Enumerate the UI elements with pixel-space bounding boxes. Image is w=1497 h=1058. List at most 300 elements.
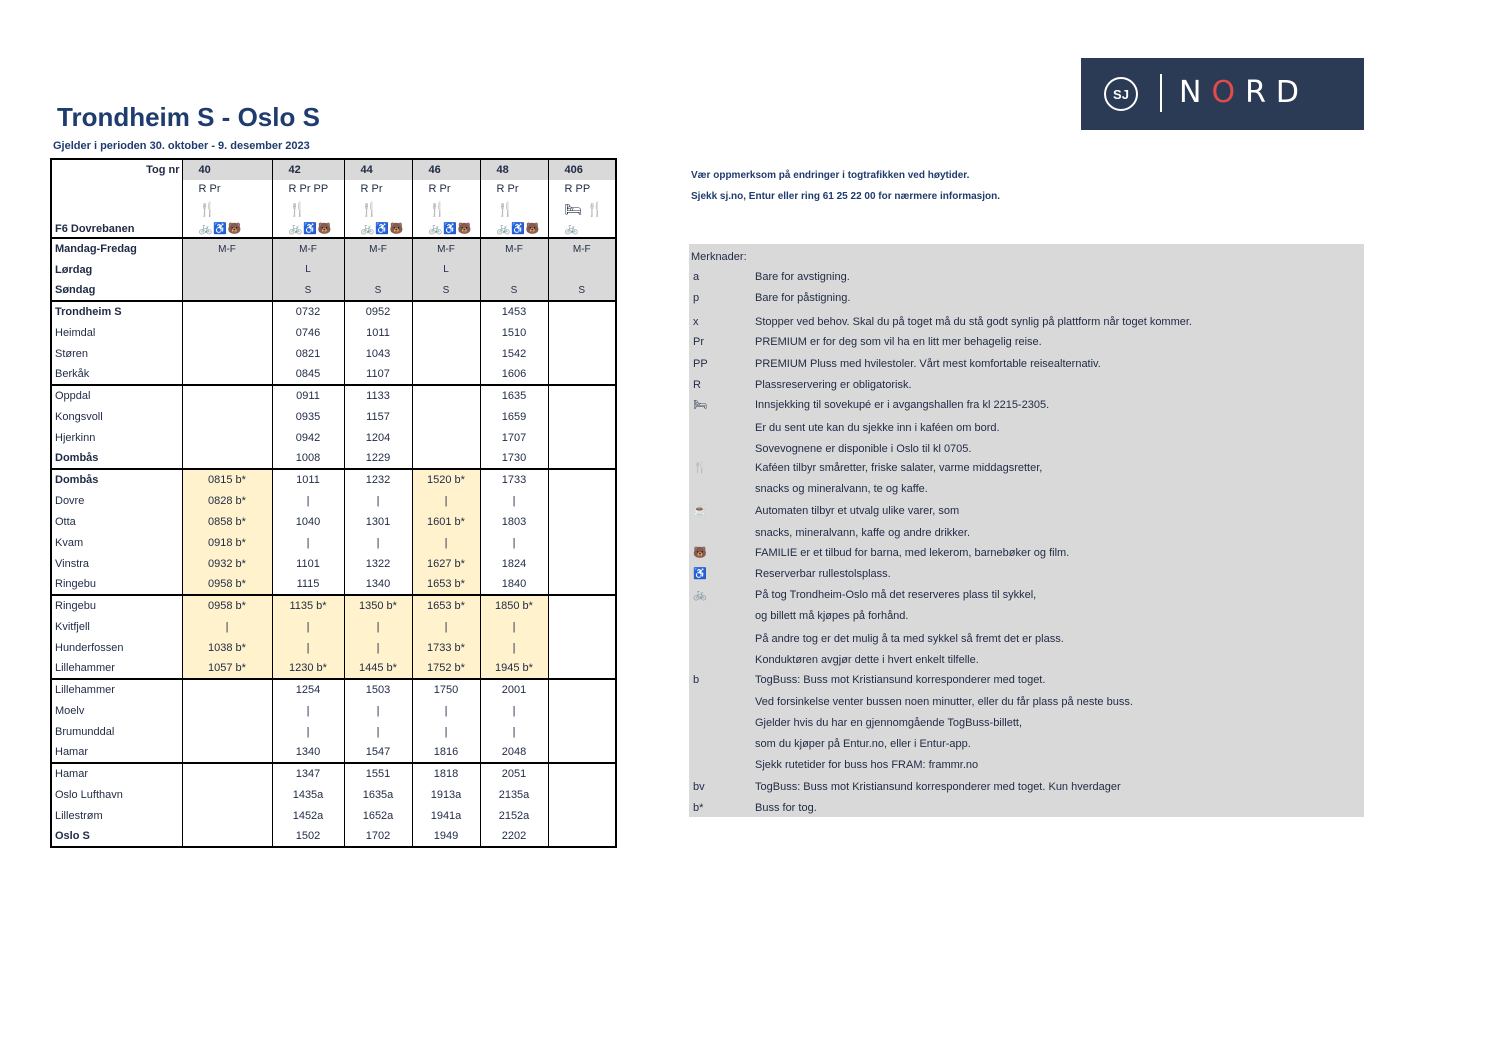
note-text: Sovevognene er disponible i Oslo til kl 0705. bbox=[755, 443, 972, 455]
departure-time: 1230 b* bbox=[272, 658, 344, 679]
note-symbol: bv bbox=[693, 781, 705, 793]
departure-time: 1547 bbox=[344, 742, 412, 763]
departure-time: | bbox=[412, 721, 480, 742]
departure-time: | bbox=[480, 532, 548, 553]
table-row bbox=[51, 448, 616, 469]
note-text: Buss for tog. bbox=[755, 802, 817, 814]
train-icons: 🚲♿🐻 bbox=[272, 220, 344, 238]
departure-time bbox=[548, 805, 616, 826]
day-label: Lørdag bbox=[51, 259, 182, 280]
departure-time: 2048 bbox=[480, 742, 548, 763]
day-value bbox=[182, 280, 272, 301]
table-row bbox=[51, 490, 616, 511]
departure-time: 1542 bbox=[480, 343, 548, 364]
departure-time bbox=[548, 595, 616, 616]
day-value bbox=[480, 259, 548, 280]
departure-time: 1043 bbox=[344, 343, 412, 364]
departure-time: 1040 bbox=[272, 511, 344, 532]
departure-time: 1652a bbox=[344, 805, 412, 826]
departure-time: 0932 b* bbox=[182, 553, 272, 574]
departure-time: | bbox=[272, 490, 344, 511]
departure-time: 1653 b* bbox=[412, 595, 480, 616]
departure-time: 1627 b* bbox=[412, 553, 480, 574]
note-symbol: b bbox=[693, 674, 700, 686]
station-name: Ringebu bbox=[51, 574, 182, 595]
station-name: Vinstra bbox=[51, 553, 182, 574]
table-row bbox=[51, 763, 616, 784]
station-name: Otta bbox=[51, 511, 182, 532]
departure-time: 2152a bbox=[480, 805, 548, 826]
note-row bbox=[689, 247, 1364, 267]
note-symbol: ☕ bbox=[693, 505, 707, 517]
svg-text:SJ: SJ bbox=[1113, 87, 1129, 102]
day-value: M-F bbox=[182, 238, 272, 259]
train-food: 🍴 bbox=[344, 198, 412, 220]
departure-time bbox=[548, 301, 616, 322]
departure-time: 1606 bbox=[480, 364, 548, 385]
note-text: Ved forsinkelse venter bussen noen minutter, eller du får plass på neste buss. bbox=[755, 696, 1133, 708]
departure-time bbox=[548, 511, 616, 532]
note-symbol: Pr bbox=[693, 336, 704, 348]
station-name: Oslo S bbox=[51, 826, 182, 847]
departure-time: | bbox=[272, 721, 344, 742]
departure-time bbox=[548, 763, 616, 784]
departure-time bbox=[548, 385, 616, 406]
departure-time: | bbox=[272, 532, 344, 553]
day-value: M-F bbox=[412, 238, 480, 259]
departure-time: 0828 b* bbox=[182, 490, 272, 511]
departure-time: | bbox=[344, 616, 412, 637]
departure-time bbox=[548, 532, 616, 553]
station-name: Ringebu bbox=[51, 595, 182, 616]
table-row bbox=[51, 343, 616, 364]
departure-time: 1445 b* bbox=[344, 658, 412, 679]
departure-time: 1913a bbox=[412, 784, 480, 805]
departure-time bbox=[182, 721, 272, 742]
table-row bbox=[51, 637, 616, 658]
departure-time: | bbox=[480, 721, 548, 742]
note-row bbox=[689, 501, 1364, 521]
note-symbol: a bbox=[693, 271, 700, 283]
table-row bbox=[51, 364, 616, 385]
day-value bbox=[344, 259, 412, 280]
table-row bbox=[51, 469, 616, 490]
sj-logo-icon bbox=[1103, 76, 1139, 112]
note-row bbox=[689, 734, 1364, 754]
header-blank bbox=[51, 180, 182, 198]
table-row bbox=[51, 511, 616, 532]
departure-time bbox=[548, 553, 616, 574]
note-text: Sjekk rutetider for buss hos FRAM: frammr.no bbox=[755, 759, 979, 771]
departure-time bbox=[548, 322, 616, 343]
departure-time: | bbox=[412, 616, 480, 637]
departure-time: | bbox=[412, 532, 480, 553]
train-food: 🍴 bbox=[480, 198, 548, 220]
departure-time: 1551 bbox=[344, 763, 412, 784]
departure-time: 0821 bbox=[272, 343, 344, 364]
departure-time: 1840 bbox=[480, 574, 548, 595]
departure-time: 0942 bbox=[272, 427, 344, 448]
departure-time: 2051 bbox=[480, 763, 548, 784]
departure-time bbox=[548, 784, 616, 805]
departure-time: 1157 bbox=[344, 406, 412, 427]
station-name: Hunderfossen bbox=[51, 637, 182, 658]
departure-time bbox=[182, 448, 272, 469]
notice-line: Sjekk sj.no, Entur eller ring 61 25 22 00 for nærmere informasjon. bbox=[691, 191, 1000, 202]
note-row bbox=[689, 670, 1364, 690]
note-symbol: x bbox=[693, 316, 699, 328]
note-text: Gjelder hvis du har en gjennomgående TogBuss-billett, bbox=[755, 717, 1023, 729]
departure-time bbox=[182, 805, 272, 826]
table-row bbox=[51, 406, 616, 427]
departure-time: 1635 bbox=[480, 385, 548, 406]
departure-time: 0958 b* bbox=[182, 595, 272, 616]
note-row bbox=[689, 755, 1364, 775]
departure-time: 1340 bbox=[344, 574, 412, 595]
page-title: Trondheim S - Oslo S bbox=[57, 102, 320, 132]
note-symbol: b* bbox=[693, 802, 704, 814]
departure-time: 0911 bbox=[272, 385, 344, 406]
note-text: PREMIUM er for deg som vil ha en litt mer behagelig reise. bbox=[755, 336, 1042, 348]
departure-time bbox=[182, 826, 272, 847]
station-name: Heimdal bbox=[51, 322, 182, 343]
departure-time: 1816 bbox=[412, 742, 480, 763]
table-row bbox=[51, 700, 616, 721]
departure-time bbox=[548, 826, 616, 847]
departure-time bbox=[412, 427, 480, 448]
station-name: Oppdal bbox=[51, 385, 182, 406]
departure-time: 2135a bbox=[480, 784, 548, 805]
departure-time: 1038 b* bbox=[182, 637, 272, 658]
table-row bbox=[51, 721, 616, 742]
departure-time: 1011 bbox=[272, 469, 344, 490]
departure-time bbox=[548, 469, 616, 490]
note-row bbox=[689, 458, 1364, 478]
train-type: R Pr bbox=[182, 180, 272, 198]
departure-time: | bbox=[412, 700, 480, 721]
departure-time: 0935 bbox=[272, 406, 344, 427]
note-symbol: p bbox=[693, 292, 700, 304]
departure-time: | bbox=[344, 721, 412, 742]
note-text: Bare for påstigning. bbox=[755, 292, 851, 304]
departure-time: 1702 bbox=[344, 826, 412, 847]
departure-time: 1452a bbox=[272, 805, 344, 826]
note-symbol: 🐻 bbox=[693, 547, 707, 559]
departure-time: 1347 bbox=[272, 763, 344, 784]
departure-time: 1133 bbox=[344, 385, 412, 406]
station-name: Oslo Lufthavn bbox=[51, 784, 182, 805]
departure-time: 1941a bbox=[412, 805, 480, 826]
train-food: 🍴 bbox=[182, 198, 272, 220]
departure-time bbox=[182, 364, 272, 385]
train-food: 🍴 bbox=[412, 198, 480, 220]
note-text: Automaten tilbyr et utvalg ulike varer, som bbox=[755, 505, 960, 517]
note-text: snacks, mineralvann, kaffe og andre drikker. bbox=[755, 527, 971, 539]
departure-time bbox=[412, 322, 480, 343]
departure-time: | bbox=[344, 532, 412, 553]
train-food: 🛏 🍴 bbox=[548, 198, 616, 220]
station-name: Trondheim S bbox=[51, 301, 182, 322]
day-label: Søndag bbox=[51, 280, 182, 301]
table-row bbox=[51, 574, 616, 595]
departure-time: 0732 bbox=[272, 301, 344, 322]
departure-time bbox=[182, 784, 272, 805]
departure-time: 1435a bbox=[272, 784, 344, 805]
departure-time: 1818 bbox=[412, 763, 480, 784]
note-text: Konduktøren avgjør dette i hvert enkelt tilfelle. bbox=[755, 654, 979, 666]
departure-time: 1107 bbox=[344, 364, 412, 385]
note-row bbox=[689, 650, 1364, 670]
departure-time: 2202 bbox=[480, 826, 548, 847]
departure-time: 1850 b* bbox=[480, 595, 548, 616]
table-row bbox=[51, 679, 616, 700]
train-icons: 🚲♿🐻 bbox=[412, 220, 480, 238]
departure-time bbox=[548, 574, 616, 595]
station-name: Moelv bbox=[51, 700, 182, 721]
departure-time bbox=[548, 616, 616, 637]
note-row bbox=[689, 375, 1364, 395]
station-name: Kvam bbox=[51, 532, 182, 553]
departure-time: 0845 bbox=[272, 364, 344, 385]
departure-time bbox=[182, 406, 272, 427]
train-nr: 406 bbox=[548, 159, 616, 180]
departure-time: | bbox=[480, 700, 548, 721]
departure-time: 1520 b* bbox=[412, 469, 480, 490]
departure-time: 1135 b* bbox=[272, 595, 344, 616]
train-icons: 🚲 bbox=[548, 220, 616, 238]
notes-heading: Merknader: bbox=[691, 251, 747, 263]
timetable bbox=[50, 158, 617, 848]
note-row bbox=[689, 585, 1364, 605]
departure-time bbox=[548, 343, 616, 364]
note-row bbox=[689, 312, 1364, 332]
departure-time: 1503 bbox=[344, 679, 412, 700]
note-row bbox=[689, 288, 1364, 308]
train-icons: 🚲♿🐻 bbox=[344, 220, 412, 238]
train-nr: 42 bbox=[272, 159, 344, 180]
departure-time bbox=[548, 742, 616, 763]
train-type: R Pr bbox=[480, 180, 548, 198]
departure-time: | bbox=[182, 616, 272, 637]
departure-time: 1008 bbox=[272, 448, 344, 469]
table-row bbox=[51, 385, 616, 406]
departure-time bbox=[182, 322, 272, 343]
day-value: L bbox=[412, 259, 480, 280]
holiday-notice bbox=[691, 165, 1000, 207]
notes-box bbox=[689, 244, 1364, 817]
departure-time: 2001 bbox=[480, 679, 548, 700]
departure-time bbox=[182, 385, 272, 406]
train-nr: 48 bbox=[480, 159, 548, 180]
note-row bbox=[689, 606, 1364, 626]
departure-time: | bbox=[272, 616, 344, 637]
note-row bbox=[689, 692, 1364, 712]
departure-time bbox=[548, 658, 616, 679]
departure-time bbox=[412, 448, 480, 469]
station-name: Støren bbox=[51, 343, 182, 364]
departure-time: 1340 bbox=[272, 742, 344, 763]
notice-line: Vær oppmerksom på endringer i togtrafikken ved høytider. bbox=[691, 170, 970, 181]
note-row bbox=[689, 354, 1364, 374]
station-name: Kvitfjell bbox=[51, 616, 182, 637]
departure-time: | bbox=[480, 490, 548, 511]
nord-logo bbox=[1081, 58, 1364, 130]
departure-time: 1653 b* bbox=[412, 574, 480, 595]
departure-time bbox=[548, 679, 616, 700]
station-name: Berkåk bbox=[51, 364, 182, 385]
departure-time: 1659 bbox=[480, 406, 548, 427]
departure-time: 0858 b* bbox=[182, 511, 272, 532]
note-symbol: 🛏 bbox=[693, 399, 707, 411]
departure-time: 1101 bbox=[272, 553, 344, 574]
note-row bbox=[689, 418, 1364, 438]
station-name: Dombås bbox=[51, 469, 182, 490]
departure-time: 1601 b* bbox=[412, 511, 480, 532]
day-value: S bbox=[344, 280, 412, 301]
departure-time: 1733 bbox=[480, 469, 548, 490]
train-type: R Pr bbox=[412, 180, 480, 198]
note-text: Kaféen tilbyr småretter, friske salater, varme middagsretter, bbox=[755, 462, 1043, 474]
departure-time: 1752 b* bbox=[412, 658, 480, 679]
departure-time: 1453 bbox=[480, 301, 548, 322]
departure-time: 1824 bbox=[480, 553, 548, 574]
note-row bbox=[689, 713, 1364, 733]
station-name: Hamar bbox=[51, 763, 182, 784]
note-row bbox=[689, 564, 1364, 584]
note-text: FAMILIE er et tilbud for barna, med lekerom, barnebøker og film. bbox=[755, 547, 1070, 559]
departure-time: | bbox=[344, 490, 412, 511]
departure-time bbox=[548, 406, 616, 427]
departure-time: 1803 bbox=[480, 511, 548, 532]
table-row bbox=[51, 805, 616, 826]
train-type: R Pr bbox=[344, 180, 412, 198]
departure-time bbox=[182, 301, 272, 322]
day-value: L bbox=[272, 259, 344, 280]
departure-time: 1057 b* bbox=[182, 658, 272, 679]
note-row bbox=[689, 523, 1364, 543]
tog-nr-label: Tog nr bbox=[51, 159, 182, 180]
note-row bbox=[689, 267, 1364, 287]
departure-time: | bbox=[480, 637, 548, 658]
day-value: S bbox=[548, 280, 616, 301]
departure-time: 0746 bbox=[272, 322, 344, 343]
departure-time bbox=[548, 364, 616, 385]
line-label: F6 Dovrebanen bbox=[51, 220, 182, 238]
departure-time: 1949 bbox=[412, 826, 480, 847]
note-text: som du kjøper på Entur.no, eller i Entur-app. bbox=[755, 738, 971, 750]
departure-time: | bbox=[412, 490, 480, 511]
day-value bbox=[182, 259, 272, 280]
departure-time bbox=[412, 343, 480, 364]
note-text: Plassreservering er obligatorisk. bbox=[755, 379, 912, 391]
validity-period: Gjelder i perioden 30. oktober - 9. desember 2023 bbox=[53, 140, 310, 152]
departure-time bbox=[182, 343, 272, 364]
note-symbol: 🍴 bbox=[693, 462, 707, 474]
train-type: R Pr PP bbox=[272, 180, 344, 198]
station-name: Dovre bbox=[51, 490, 182, 511]
departure-time: 0952 bbox=[344, 301, 412, 322]
table-row bbox=[51, 532, 616, 553]
departure-time: 1733 b* bbox=[412, 637, 480, 658]
station-name: Lillestrøm bbox=[51, 805, 182, 826]
departure-time: | bbox=[344, 700, 412, 721]
header-blank bbox=[51, 198, 182, 220]
note-symbol: 🚲 bbox=[693, 589, 707, 601]
train-type: R PP bbox=[548, 180, 616, 198]
train-icons: 🚲♿🐻 bbox=[182, 220, 272, 238]
day-value: M-F bbox=[480, 238, 548, 259]
departure-time: 1945 b* bbox=[480, 658, 548, 679]
departure-time bbox=[412, 301, 480, 322]
departure-time bbox=[182, 742, 272, 763]
day-value: M-F bbox=[344, 238, 412, 259]
day-label: Mandag-Fredag bbox=[51, 238, 182, 259]
departure-time: 1635a bbox=[344, 784, 412, 805]
day-value: M-F bbox=[272, 238, 344, 259]
departure-time bbox=[412, 364, 480, 385]
day-value: S bbox=[272, 280, 344, 301]
station-name: Brumunddal bbox=[51, 721, 182, 742]
note-row bbox=[689, 479, 1364, 499]
note-row bbox=[689, 629, 1364, 649]
note-text: og billett må kjøpes på forhånd. bbox=[755, 610, 909, 622]
note-text: snacks og mineralvann, te og kaffe. bbox=[755, 483, 928, 495]
departure-time: 1322 bbox=[344, 553, 412, 574]
note-text: Reserverbar rullestolsplass. bbox=[755, 568, 891, 580]
departure-time bbox=[182, 679, 272, 700]
note-row bbox=[689, 332, 1364, 352]
departure-time bbox=[548, 700, 616, 721]
note-text: På tog Trondheim-Oslo må det reserveres plass til sykkel, bbox=[755, 589, 1037, 601]
station-name: Hjerkinn bbox=[51, 427, 182, 448]
note-text: På andre tog er det mulig å ta med sykkel så fremt det er plass. bbox=[755, 633, 1064, 645]
departure-time: 1301 bbox=[344, 511, 412, 532]
day-value bbox=[548, 259, 616, 280]
departure-time: | bbox=[272, 700, 344, 721]
logo-separator bbox=[1160, 74, 1162, 112]
station-name: Dombås bbox=[51, 448, 182, 469]
note-text: PREMIUM Pluss med hvilestoler. Vårt mest komfortable reisealternativ. bbox=[755, 358, 1101, 370]
day-value: S bbox=[412, 280, 480, 301]
departure-time: 1350 b* bbox=[344, 595, 412, 616]
note-row bbox=[689, 798, 1364, 818]
train-nr: 44 bbox=[344, 159, 412, 180]
departure-time bbox=[548, 637, 616, 658]
train-icons: 🚲♿🐻 bbox=[480, 220, 548, 238]
station-name: Lillehammer bbox=[51, 658, 182, 679]
departure-time bbox=[412, 385, 480, 406]
note-symbol: ♿ bbox=[693, 568, 707, 580]
departure-time bbox=[412, 406, 480, 427]
departure-time bbox=[182, 763, 272, 784]
departure-time bbox=[548, 427, 616, 448]
station-name: Lillehammer bbox=[51, 679, 182, 700]
departure-time: 1750 bbox=[412, 679, 480, 700]
note-row bbox=[689, 543, 1364, 563]
departure-time: 1232 bbox=[344, 469, 412, 490]
logo-wordmark: NORD bbox=[1179, 75, 1310, 110]
departure-time: | bbox=[344, 637, 412, 658]
departure-time bbox=[548, 448, 616, 469]
station-name: Hamar bbox=[51, 742, 182, 763]
table-row bbox=[51, 658, 616, 679]
departure-time: 1115 bbox=[272, 574, 344, 595]
departure-time: 1707 bbox=[480, 427, 548, 448]
note-row bbox=[689, 439, 1364, 459]
departure-time: 1254 bbox=[272, 679, 344, 700]
table-row bbox=[51, 427, 616, 448]
note-symbol: PP bbox=[693, 358, 708, 370]
